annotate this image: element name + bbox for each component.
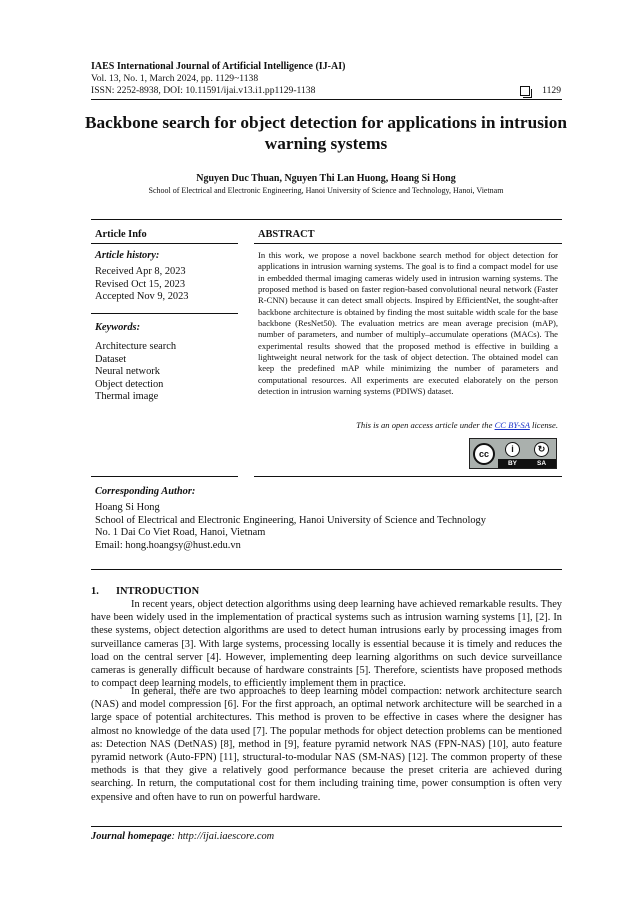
author-school: School of Electrical and Electronic Engineering, Hanoi University of Science and Technology	[95, 514, 486, 526]
checkbox-icon	[520, 86, 530, 96]
paper-title: Backbone search for object detection for applications in intrusion warning systems	[85, 113, 567, 153]
history-heading: Article history:	[95, 250, 160, 261]
by-label: BY	[507, 460, 518, 467]
license-prefix: This is an open access article under the	[356, 420, 495, 430]
author-address: No. 1 Dai Co Viet Road, Hanoi, Vietnam	[95, 527, 266, 539]
license-suffix: license.	[529, 420, 558, 430]
corresponding-divider	[91, 569, 562, 570]
abstract-heading: ABSTRACT	[258, 229, 315, 240]
affiliation: School of Electrical and Electronic Engineering, Hanoi University of Science and Technology, Hanoi, Vietnam	[148, 186, 504, 195]
right-column-divider	[254, 476, 562, 477]
license-link[interactable]: CC BY-SA	[494, 420, 530, 430]
article-info-heading: Article Info	[95, 229, 147, 240]
author-name: Hoang Si Hong	[95, 502, 160, 513]
authors: Nguyen Duc Thuan, Nguyen Thi Lan Huong, Hoang Si Hong	[196, 173, 456, 184]
history-accepted: Accepted Nov 9, 2023	[95, 291, 189, 303]
license-statement	[258, 420, 558, 430]
keyword-item: Thermal image	[95, 391, 159, 403]
keyword-item: Architecture search	[95, 341, 177, 352]
section-title: INTRODUCTION	[116, 586, 200, 597]
author-email: Email: hong.hoangsy@hust.edu.vn	[95, 539, 241, 551]
share-alike-icon: ↻	[534, 442, 549, 457]
attribution-icon: i	[505, 442, 520, 457]
left-column-divider	[91, 476, 238, 477]
corresponding-author-details	[95, 502, 486, 552]
history-revised: Revised Oct 15, 2023	[95, 278, 186, 290]
section-number: 1.	[91, 586, 99, 597]
journal-name: IAES International Journal of Artificial Intelligence (IJ-AI)	[91, 61, 346, 72]
intro-paragraph: In recent years, object detection algorithms using deep learning have achieved remarkable results. They have been widely used in the implementation of practical systems such as intrusion warning systems [1], [2]. In these systems, object detection algorithms are used to detect human intrusions early by processing images from surveillance cameras [3]. With large systems, processing locally is essential because it is timely and reduces the load on the central server [4]. However, implementing deep learning algorithms on such device surveillance cameras is generally difficult because of hardware constraints [5]. Therefore, scientists have proposed methods to compact deep learning models, to efficiently implement them in practice.	[91, 599, 562, 690]
footer-divider	[91, 826, 562, 827]
keyword-item: Dataset	[95, 353, 127, 365]
sa-label: SA	[536, 460, 547, 467]
left-column-divider	[91, 243, 238, 244]
info-divider-top	[91, 219, 562, 220]
intro-paragraph: In general, there are two approaches to deep learning model compaction: network architecture search (NAS) and model compression [6]. For the first approach, an optimal network architecture will be searched in a large space of potential architectures. This method is proven to be effective in cases where the designer has almost no knowledge of the data used [7]. The popular methods for object detection problems can be mentioned as: Detection NAS (DetNAS) [8], method in [9], feature pyramid network NAS (FPN-NAS) [10], auto feature pyramid network (Auto-FPN) [11], structural-to-modular NAS (SM-NAS) [12]. The common property of these methods is that they give a relatively good performance because the preset criteria are achieved during searching. In return, the computational cost for them including training time, power consumption is often very expensive and often have to run on powerful hardware.	[91, 686, 562, 803]
keyword-item: Object detection	[95, 378, 164, 390]
footer-label: Journal homepage	[91, 831, 172, 842]
history-list	[95, 266, 189, 304]
keyword-item: Neural network	[95, 366, 160, 378]
footer-url[interactable]: : http://ijai.iaescore.com	[171, 831, 275, 842]
keywords-list	[95, 341, 176, 404]
cc-by-sa-badge[interactable]	[469, 438, 557, 469]
page-number: 1129	[542, 85, 561, 96]
section-heading	[91, 586, 199, 597]
issn-doi: ISSN: 2252-8938, DOI: 10.11591/ijai.v13.i1.pp1129-1138	[91, 85, 316, 96]
history-received: Received Apr 8, 2023	[95, 266, 186, 277]
right-column-divider	[254, 243, 562, 244]
corresponding-author-heading: Corresponding Author:	[95, 486, 196, 497]
abstract-text: In this work, we propose a novel backbone search method for object detection for applications in intrusion warning systems. The goal is to find a compact model for use in embedded thermal imaging cameras widely used in intrusion warning systems. The proposed method is based on faster region-based convolutional neural network (Faster R-CNN) because it can detect small objects. Inspired by EfficientNet, the sought-after backbone architecture is obtained by finding the most suitable width scale for the base backbone (ResNet50). The evaluation metrics are mean average precision (mAP), number of parameters, and number of multiply–accumulate operations (MACs). The experimental results showed that the proposed method is effective in building a lightweight neural network for the task of object detection. The obtained model can keep the predefined mAP while minimizing the number of parameters and computational resources. All experiments are executed elaborately on the person detection in intrusion warning systems (PDIWS) dataset.	[258, 250, 558, 397]
volume-info: Vol. 13, No. 1, March 2024, pp. 1129~1138	[91, 73, 259, 84]
page-indicator	[520, 85, 561, 97]
header-divider	[91, 99, 562, 100]
keywords-heading: Keywords:	[95, 322, 141, 333]
cc-icon: cc	[473, 443, 495, 465]
journal-homepage	[91, 831, 274, 842]
left-column-divider	[91, 313, 238, 314]
